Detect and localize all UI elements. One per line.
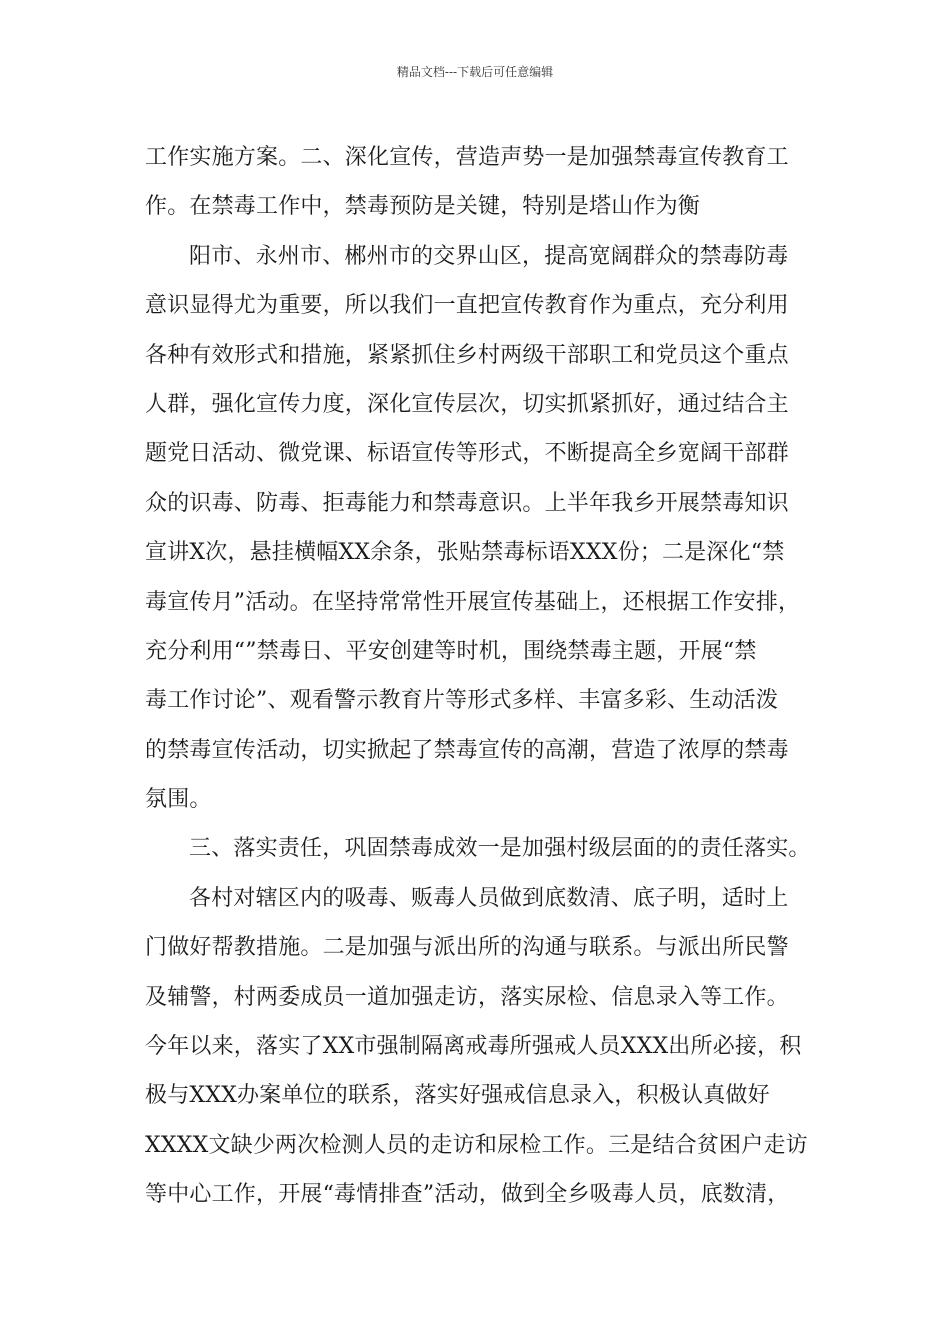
- text-line: 极与XXX办案单位的联系，落实好强戒信息录入，积极认真做好: [145, 1083, 770, 1109]
- text-line: 宣讲X次，悬挂横幅XX余条，张贴禁毒标语XXX份；二是深化“禁: [145, 540, 785, 566]
- text-line: 毒宣传月”活动。在坚持常常性开展宣传基础上，还根据工作安排，: [145, 589, 801, 615]
- text-line: 氛围。: [145, 787, 212, 813]
- text-line: 各村对辖区内的吸毒、贩毒人员做到底数清、底子明，适时上: [189, 885, 789, 911]
- text-line: 工作实施方案。二、深化宣传，营造声势一是加强禁毒宣传教育工: [145, 145, 789, 170]
- text-line: 门做好帮教措施。二是加强与派出所的沟通与联系。与派出所民警: [145, 935, 789, 961]
- text-line: 充分利用“”禁毒日、平安创建等时机，围绕禁毒主题，开展“禁: [145, 638, 757, 664]
- text-line: 题党日活动、微党课、标语宣传等形式，不断提高全乡宽阔干部群: [145, 441, 789, 467]
- text-line: 三、落实责任，巩固禁毒成效一是加强村级层面的的责任落实。: [189, 836, 811, 862]
- text-line: 意识显得尤为重要，所以我们一直把宣传教育作为重点，充分利用: [145, 293, 789, 319]
- text-line: 今年以来，落实了XX市强制隔离戒毒所强戒人员XXX出所必接，积: [145, 1034, 802, 1060]
- text-line: 毒工作讨论”、观看警示教育片等形式多样、丰富多彩、生动活泼: [145, 688, 779, 714]
- text-line: 作。在禁毒工作中，禁毒预防是关键，特别是塔山作为衡: [145, 194, 701, 220]
- text-line: 阳市、永州市、郴州市的交界山区，提高宽阔群众的禁毒防毒: [189, 243, 789, 269]
- document-body: [145, 133, 825, 1220]
- text-line: 各种有效形式和措施，紧紧抓住乡村两级干部职工和党员这个重点: [145, 342, 789, 368]
- text-line: 人群，强化宣传力度，深化宣传层次，切实抓紧抓好，通过结合主: [145, 391, 789, 417]
- text-line: XXXX文缺少两次检测人员的走访和尿检工作。三是结合贫困户走访: [145, 1132, 808, 1158]
- text-line: 众的识毒、防毒、拒毒能力和禁毒意识。上半年我乡开展禁毒知识: [145, 490, 789, 516]
- page-header: 精品文档---下载后可任意编辑: [396, 65, 554, 79]
- text-line: 等中心工作，开展“毒情排查”活动，做到全乡吸毒人员，底数清，: [145, 1182, 790, 1208]
- text-line: 及辅警，村两委成员一道加强走访，落实尿检、信息录入等工作。: [145, 984, 789, 1010]
- text-line: 的禁毒宣传活动，切实掀起了禁毒宣传的高潮，营造了浓厚的禁毒: [145, 737, 789, 763]
